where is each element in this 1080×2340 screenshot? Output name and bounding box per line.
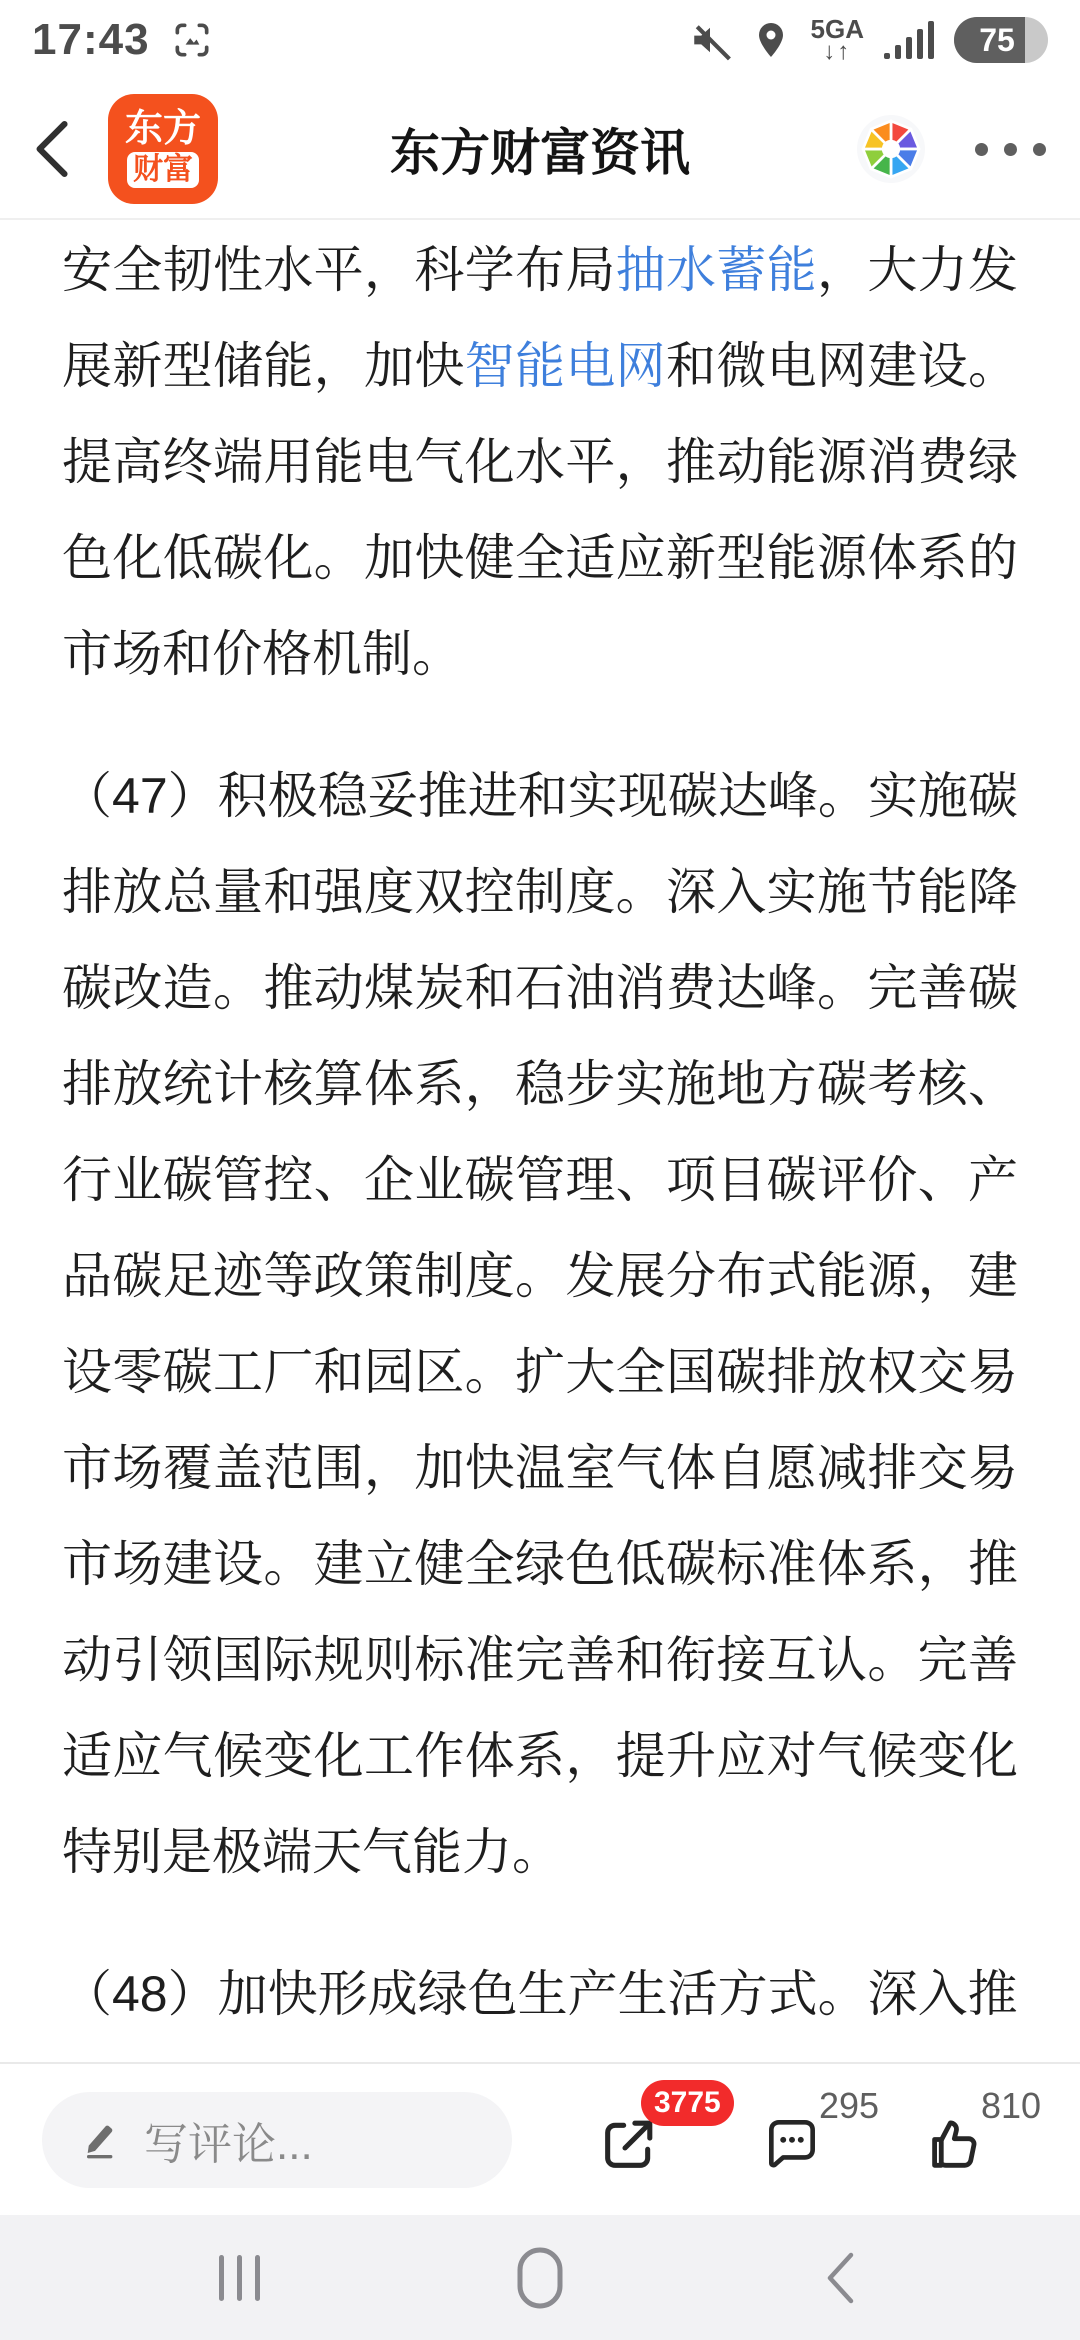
- article-body: [0, 222, 1080, 2062]
- back-chevron-icon: [30, 117, 76, 181]
- status-bar: [0, 0, 1080, 80]
- share-button[interactable]: [597, 2085, 721, 2176]
- home-icon: [517, 2247, 563, 2309]
- mute-icon: [689, 19, 731, 61]
- clock: 17:43: [32, 15, 150, 64]
- android-nav-bar: [0, 2215, 1080, 2340]
- battery-indicator: 75: [954, 17, 1048, 63]
- recents-button[interactable]: [190, 2233, 290, 2323]
- article-paragraph: [62, 222, 1018, 702]
- screenshot-icon: [170, 18, 214, 62]
- header: [0, 80, 1080, 220]
- comment-count: 295: [819, 2084, 880, 2126]
- network-type-indicator: 5GA ↓↑: [810, 14, 864, 65]
- keyword-link-smart-grid[interactable]: 智能电网: [464, 338, 667, 394]
- comment-input[interactable]: [42, 2092, 512, 2188]
- more-options-button[interactable]: [971, 133, 1050, 166]
- ellipsis-icon: [975, 143, 988, 156]
- aperture-icon[interactable]: [857, 115, 925, 183]
- home-button[interactable]: [490, 2233, 590, 2323]
- thumbs-up-icon: [921, 2112, 985, 2176]
- comment-placeholder: 写评论...: [144, 2119, 313, 2169]
- share-count-badge: 3775: [641, 2080, 734, 2126]
- like-count: 810: [981, 2084, 1042, 2126]
- paragraph-text: （47）积极稳妥推进和实现碳达峰。实施碳排放总量和强度双控制度。深入实施节能降碳改造。推动煤炭和石油消费达峰。完善碳排放统计核算体系，稳步实施地方碳考核、行业碳管控、企业碳管理、项目碳评价、产品碳足迹等政策制度。发展分布式能源，建设零碳工厂和园区。扩大全国碳排放权交易市场覆盖范围，加快温室气体自愿减排交易市场建设。建立健全绿色低碳标准体系，推动引领国际规则标准完善和衔接互认。完善适应气候变化工作体系，提升应对气候变化特别是极端天气能力。: [62, 768, 1018, 1880]
- back-button[interactable]: [30, 114, 90, 184]
- article-paragraph: [62, 748, 1018, 1900]
- pencil-icon: [80, 2119, 122, 2161]
- comments-button[interactable]: [759, 2084, 880, 2176]
- paragraph-text: ，大力发展新型储能，加快: [62, 242, 1019, 394]
- location-icon: [751, 19, 791, 61]
- paragraph-text: 和微电网建设。提高终端用能电气化水平，推动能源消费绿色化低碳化。加快健全适应新型能源体系的市场和价格机制。: [62, 338, 1019, 682]
- paragraph-text: （48）加快形成绿色生产生活方式。深入推: [62, 1966, 1018, 2022]
- paragraph-text: 安全韧性水平，科学布局: [62, 242, 616, 298]
- nav-back-chevron-icon: [824, 2251, 856, 2305]
- comment-bubble-icon: [759, 2114, 825, 2176]
- page-title: 东方财富资讯: [390, 125, 690, 181]
- comment-action-bar: [0, 2062, 1080, 2215]
- article-paragraph: [62, 1946, 1018, 2042]
- keyword-link-pumped-storage[interactable]: 抽水蓄能: [615, 242, 818, 298]
- like-button[interactable]: [921, 2084, 1042, 2176]
- nav-back-button[interactable]: [790, 2233, 890, 2323]
- eastmoney-logo[interactable]: 东方 财富: [108, 94, 218, 204]
- signal-strength-icon: [884, 19, 934, 61]
- recents-icon: [217, 2253, 263, 2303]
